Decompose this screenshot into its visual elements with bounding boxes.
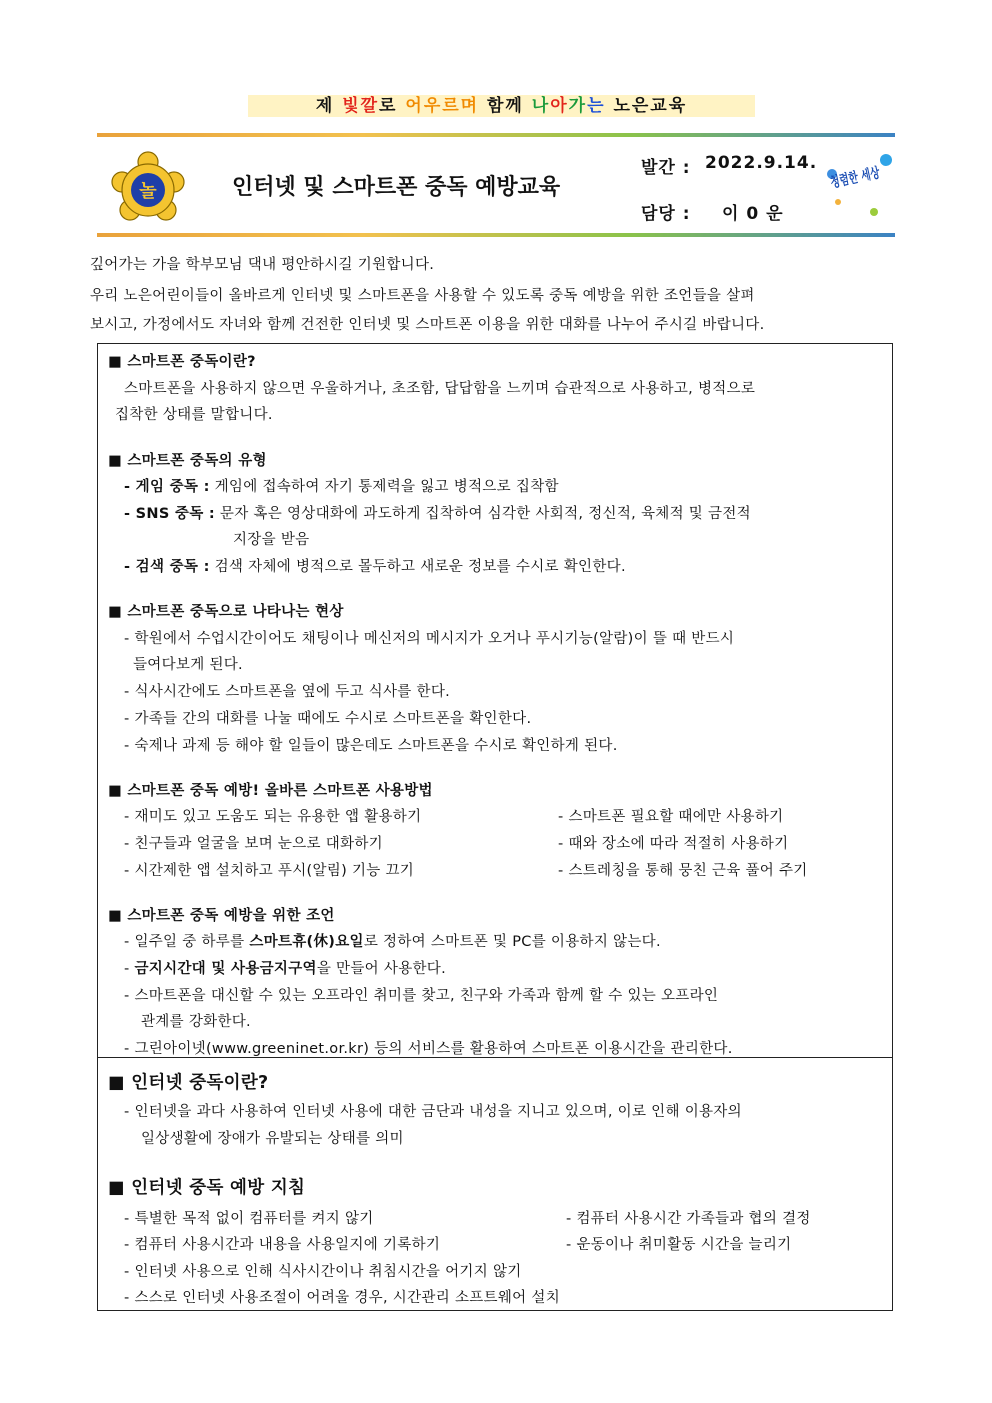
slogan-part: 로 <box>379 96 406 116</box>
list-item <box>124 502 751 523</box>
slogan-part: 가 <box>568 96 588 116</box>
logo-text: 청렴한 세상 <box>829 160 904 192</box>
slogan-part: 아 <box>550 96 569 116</box>
intro-line: 보시고, 가정에서도 자녀와 함께 건전한 인터넷 및 스마트폰 이용을 위한 대화를 나누어 주시길 바랍니다. <box>90 317 765 333</box>
section-heading: ■ 스마트폰 중독으로 나타나는 현상 <box>108 604 344 620</box>
section-heading: ■ 스마트폰 중독이란? <box>108 354 256 370</box>
list-item: - 운동이나 취미활동 시간을 늘리기 <box>566 1237 792 1253</box>
list-item: - 스마트폰 필요할 때에만 사용하기 <box>558 809 784 825</box>
body-text: 들여다보게 된다. <box>133 657 243 673</box>
list-item: - 때와 장소에 따라 적절히 사용하기 <box>558 836 789 852</box>
item-label: - 게임 중독 : <box>124 479 210 495</box>
item-emphasis: 스마트휴(休)요일 <box>249 934 364 950</box>
item-text: 게임에 접속하여 자기 통제력을 잃고 병적으로 집착함 <box>209 479 559 495</box>
item-label: - SNS 중독 : <box>124 506 215 522</box>
body-text: 일상생활에 장애가 유발되는 상태를 의미 <box>141 1131 404 1147</box>
list-item: - 숙제나 과제 등 해야 할 일들이 많은데도 스마트폰을 수시로 확인하게 된다. <box>124 738 618 754</box>
list-item: - 특별한 목적 없이 컴퓨터를 켜지 않기 <box>124 1211 374 1227</box>
item-text: 을 만들어 사용한다. <box>316 961 447 977</box>
intro-line: 우리 노은어린이들이 올바르게 인터넷 및 스마트폰을 사용할 수 있도록 중독 예방을 위한 조언들을 살펴 <box>90 288 755 304</box>
manager-label: 담당 : <box>641 204 691 224</box>
body-text: 지장을 받음 <box>233 532 310 548</box>
list-item <box>124 475 559 496</box>
slogan-part: 나 <box>531 96 551 116</box>
emblem-text: 놀 <box>139 181 157 202</box>
slogan-part: 노은교육 <box>605 96 688 116</box>
header-top-divider <box>97 133 895 137</box>
list-item: - 스스로 인터넷 사용조절이 어려울 경우, 시간관리 소프트웨어 설치 <box>124 1290 561 1306</box>
section-heading: ■ 인터넷 중독 예방 지침 <box>108 1178 306 1198</box>
body-text: 집착한 상태를 말합니다. <box>115 407 273 423</box>
internet-section-box <box>97 1058 893 1311</box>
list-item: - 스마트폰을 대신할 수 있는 오프라인 취미를 찾고, 친구와 가족과 함께 할 수 있는 오프라인 <box>124 988 719 1004</box>
section-heading: ■ 인터넷 중독이란? <box>108 1073 269 1093</box>
item-emphasis: 금지시간대 및 사용금지구역 <box>134 961 317 977</box>
item-label: - 검색 중독 : <box>124 559 210 575</box>
body-text: 관계를 강화한다. <box>141 1014 251 1030</box>
list-item <box>124 957 446 978</box>
slogan-part: 어우르며 <box>405 96 480 116</box>
list-item: - 인터넷 사용으로 인해 식사시간이나 취침시간을 어기지 않기 <box>124 1264 522 1280</box>
integrity-logo-icon <box>824 152 904 218</box>
list-item: - 스트레칭을 통해 뭉친 근육 풀어 주기 <box>558 863 808 879</box>
section-heading: ■ 스마트폰 중독 예방을 위한 조언 <box>108 908 335 924</box>
list-item: - 가족들 간의 대화를 나눌 때에도 수시로 스마트폰을 확인한다. <box>124 711 532 727</box>
item-text: 문자 혹은 영상대화에 과도하게 집착하여 심각한 사회적, 정신적, 육체적 및 금전적 <box>215 506 751 522</box>
slogan-part: 제 <box>315 96 343 116</box>
list-item: - 인터넷을 과다 사용하여 인터넷 사용에 대한 금단과 내성을 지니고 있으며, 이로 인해 이용자의 <box>124 1104 742 1120</box>
list-item: - 컴퓨터 사용시간과 내용을 사용일지에 기록하기 <box>124 1237 441 1253</box>
school-emblem-icon <box>108 148 188 228</box>
item-text: - <box>124 961 135 977</box>
list-item: - 학원에서 수업시간이어도 채팅이나 메신저의 메시지가 오거나 푸시기능(알람)이 뜰 때 반드시 <box>124 631 735 647</box>
list-item: - 재미도 있고 도움도 되는 유용한 앱 활용하기 <box>124 809 422 825</box>
body-text: 스마트폰을 사용하지 않으면 우울하거나, 초조함, 답답함을 느끼며 습관적으로 사용하고, 병적으로 <box>124 381 756 397</box>
issued-date: 2022.9.14. <box>705 153 818 173</box>
page-title: 인터넷 및 스마트폰 중독 예방교육 <box>232 175 561 200</box>
list-item: - 그린아이넷(www.greeninet.or.kr) 등의 서비스를 활용하여 스마트폰 이용시간을 관리한다. <box>124 1041 733 1057</box>
manager-name: 이 0 운 <box>722 204 784 224</box>
header-bottom-divider <box>97 233 895 237</box>
list-item: - 컴퓨터 사용시간 가족들과 협의 결정 <box>566 1211 811 1227</box>
section-heading: ■ 스마트폰 중독 예방! 올바른 스마트폰 사용방법 <box>108 783 433 799</box>
list-item <box>124 555 626 576</box>
section-heading: ■ 스마트폰 중독의 유형 <box>108 453 267 469</box>
item-text: 검색 자체에 병적으로 몰두하고 새로운 정보를 수시로 확인한다. <box>209 559 626 575</box>
list-item <box>124 930 661 951</box>
slogan-part: 빛깔 <box>342 96 380 116</box>
slogan-part: 함께 <box>479 96 532 116</box>
issued-label: 발간 : <box>641 158 691 178</box>
list-item: - 친구들과 얼굴을 보며 눈으로 대화하기 <box>124 836 383 852</box>
list-item: - 식사시간에도 스마트폰을 옆에 두고 식사를 한다. <box>124 684 451 700</box>
item-text: - 일주일 중 하루를 <box>124 934 250 950</box>
list-item: - 시간제한 앱 설치하고 푸시(알림) 기능 끄기 <box>124 863 415 879</box>
smartphone-section-box <box>97 343 893 1058</box>
slogan-banner <box>248 95 755 117</box>
slogan-part: 는 <box>587 96 606 116</box>
intro-line: 깊어가는 가을 학부모님 댁내 평안하시길 기원합니다. <box>90 257 435 273</box>
item-text: 로 정하여 스마트폰 및 PC를 이용하지 않는다. <box>363 934 661 950</box>
